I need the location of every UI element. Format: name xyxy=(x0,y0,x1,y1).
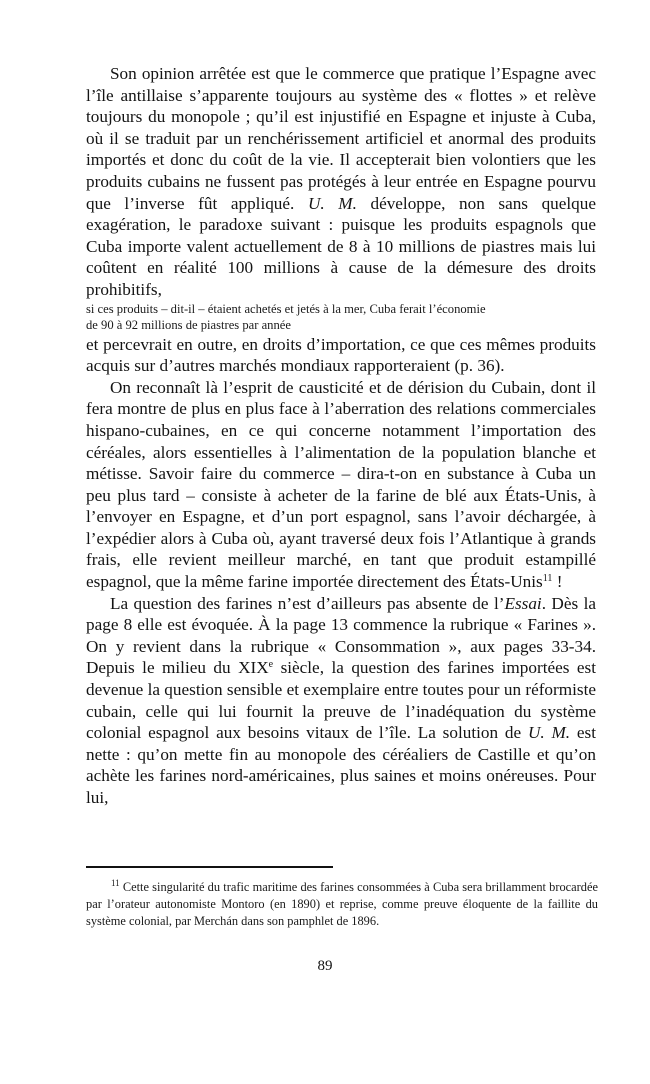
footnote-text: Cette singularité du trafic maritime des farines consommées à Cuba sera brillamment brocardée par l’orateur autonomiste Montoro (en 1890) et reprise, comme preuve éloquente de la faillite du système colonial, par Merchán dans son pamphlet de 1896. xyxy=(86,880,598,928)
body-text xyxy=(86,63,596,809)
paragraph-1-text: Son opinion arrêtée est que le commerce que pratique l’Espagne avec l’île antillaise s’apparente toujours au système des « flottes » et relève toujours du monopole ; qu’il est injustifié en Espagne et injuste à Cuba, où il se traduit par un renchérissement artificiel et anormal des produits importés et donc du coût de la vie. Il accepterait bien volontiers que les produits cubains ne fussent pas protégés à leur entrée en Espagne pourvu que l’inverse fût appliqué. xyxy=(86,64,596,213)
paragraph-4-text-d: est nette : qu’on mette fin au monopole des céréaliers de Castille et qu’on achète les farines nord-américaines, plus saines et moins onéreuses. Pour lui, xyxy=(86,723,597,807)
paragraph-4 xyxy=(86,593,596,809)
paragraph-3-tail: ! xyxy=(552,572,563,592)
author-initials-2: U. M. xyxy=(527,723,571,743)
paragraph-2: et percevrait en outre, en droits d’importation, ce que ces mêmes produits acquis sur d’autres marchés mondiaux rapporteraient (p. 36). xyxy=(86,334,596,376)
paragraph-4-text-c: siècle, la question des farines importées est devenue la question sensible et exemplaire entre toutes pour un réformiste cubain, celle qui lui fournit la preuve de l’inadéquation du système colonial espagnol aux besoins vitaux de l’île. La solution de xyxy=(86,658,596,743)
essai-title: Essai xyxy=(504,593,542,613)
paragraph-4-text-b: . Dès la page 8 elle est évoquée. À la page 13 commence la rubrique « Farines ». On y revient dans la rubrique « Consommation », aux pages 33-34. Depuis le milieu du XIX xyxy=(86,593,597,678)
block-quote: si ces produits – dit-il – étaient achetés et jetés à la mer, Cuba ferait l’économie de 90 à 92 millions de piastres par année xyxy=(86,301,486,333)
century-superscript: e xyxy=(268,659,274,671)
footnote xyxy=(86,879,598,930)
footnote-divider xyxy=(86,866,333,868)
footnote-mark: 11 xyxy=(111,878,120,888)
paragraph-3 xyxy=(86,377,596,593)
author-initials: U. M. xyxy=(307,193,357,213)
paragraph-1 xyxy=(86,63,596,301)
page-number: 89 xyxy=(317,958,333,974)
paragraph-3-text: On reconnaît là l’esprit de causticité et de dérision du Cubain, dont il fera montre de plus en plus face à l’aberration des relations commerciales hispano-cubaines, en ce qui concerne notamment l’importation des céréales, alors essentielles à l’alimentation de la population blanche et métisse. Savoir faire du commerce – dira-t-on en substance à Cuba un peu plus tard – consiste à acheter de la farine de blé aux États-Unis, à l’envoyer en Espagne, et d’un port espagnol, sans l’avoir déchargée, à l’expédier alors à Cuba où, ayant traversé deux fois l’Atlantique à grands frais, elle revient meilleur marché, en tant que produit estampillé espagnol, que la même farine importée directement des États-Unis xyxy=(86,377,596,592)
paragraph-1-continuation: développe, non sans quelque exagération, le paradoxe suivant : puisque les produits espagnols que Cuba importe valent actuellement de 8 à 10 millions de piastres mais lui coûtent en réalité 100 millions à cause de la démesure des droits prohibitifs, xyxy=(86,193,597,299)
footnote-reference[interactable]: 11 xyxy=(542,573,553,585)
paragraph-4-text-a: La question des farines n’est d’ailleurs pas absente de l’ xyxy=(110,593,505,613)
